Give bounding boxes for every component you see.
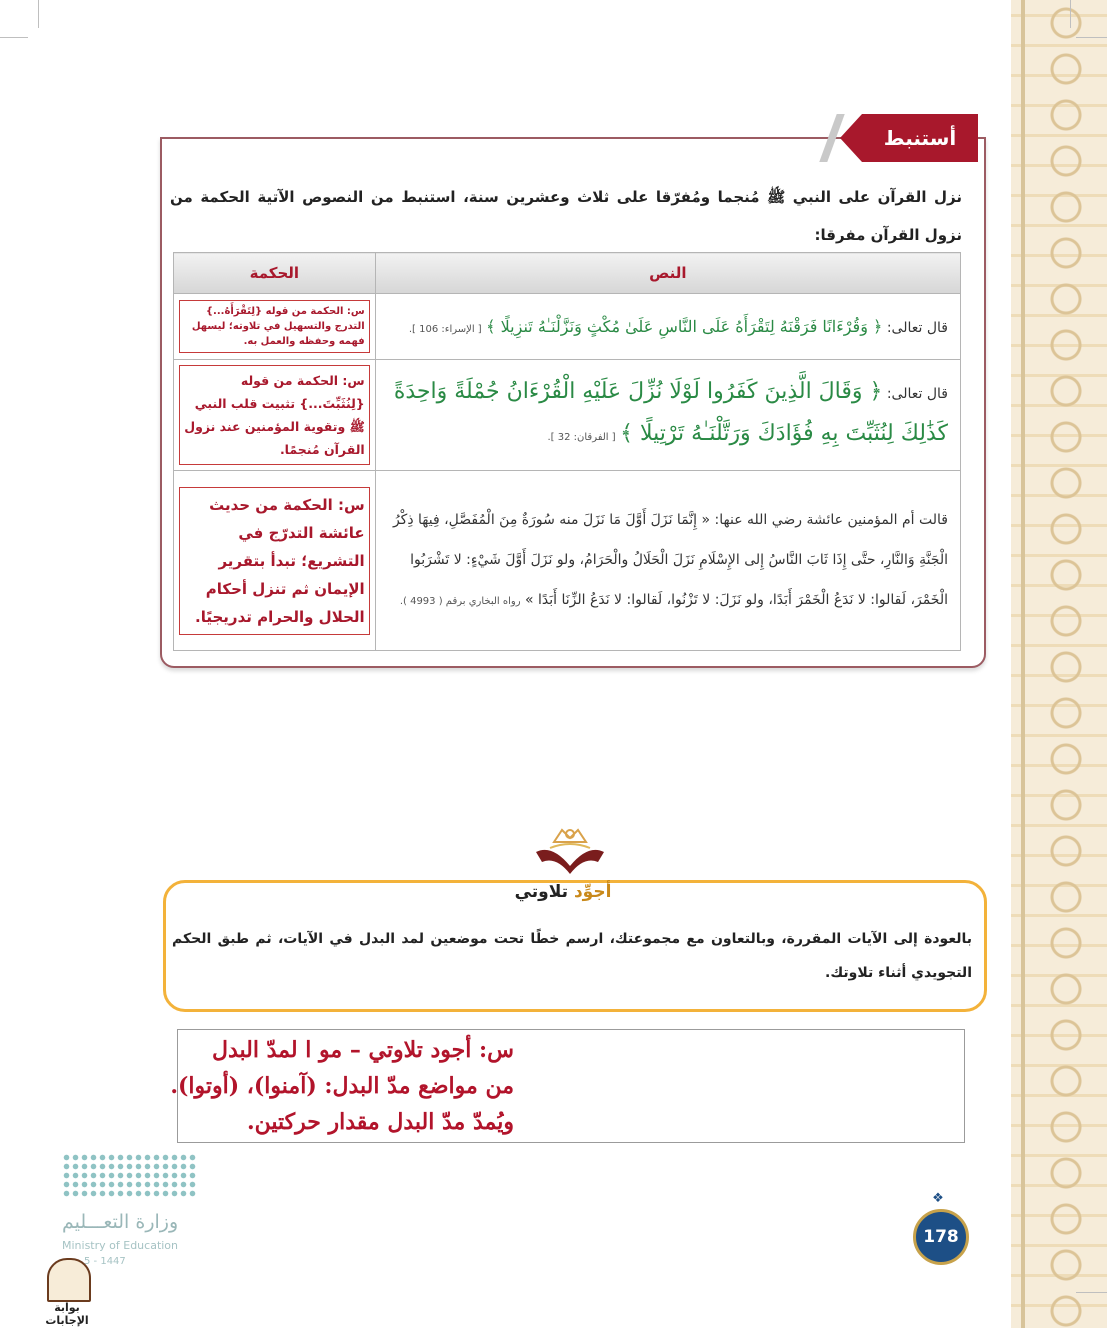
handwritten-answer: س: الحكمة من قوله {لِنُثَبِّتَ...} تثبيت قلب النبي ﷺ وتقوية المؤمنين عند نزول القرآن مُنجمًا. bbox=[179, 365, 370, 465]
tajweed-title bbox=[488, 882, 638, 902]
table-row bbox=[174, 471, 961, 651]
answer-line: من مواضع مدّ البدل: (آمنوا)، (أوتوا). bbox=[170, 1073, 514, 1099]
estinbat-tab-label: أستنبط bbox=[883, 126, 957, 150]
verse-ref: [ الفرقان: 32 ]. bbox=[547, 432, 616, 443]
crop-mark bbox=[0, 37, 28, 38]
table-cell-text bbox=[375, 471, 960, 651]
table-row bbox=[174, 294, 961, 360]
handwritten-answer bbox=[170, 1032, 514, 1140]
verse-lead: قال تعالى: bbox=[886, 386, 948, 402]
verse-lead: قال تعالى: bbox=[886, 320, 948, 336]
handwritten-answer: س: الحكمة من قوله {لِتَقْرَأَهُ...} التدرج والتسهيل في تلاوته؛ ليسهل فهمه وحفظه والعمل به. bbox=[179, 300, 370, 353]
crop-mark bbox=[1076, 1292, 1107, 1293]
ministry-name-en: Ministry of Education bbox=[62, 1239, 179, 1252]
hadith-ref: رواه البخاري برقم ( 4993 ). bbox=[399, 595, 521, 607]
ornament-pattern bbox=[1033, 0, 1099, 1328]
table-row bbox=[174, 360, 961, 471]
tajweed-title-prefix: أجوِّد bbox=[573, 882, 612, 902]
table-cell-text bbox=[375, 360, 960, 471]
estinbat-intro: نزل القرآن على النبي ﷺ مُنجما ومُفرّقا على ثلاث وعشرين سنة، استنبط من النصوص الآتية الحكمة من نزول القرآن مفرقا: bbox=[170, 188, 962, 244]
table-cell-wisdom bbox=[174, 360, 376, 471]
handwritten-answer: س: الحكمة من حديث عائشة التدرّج في التشريع؛ تبدأ بتقرير الإيمان ثم تنزل أحكام الحلال والحرام تدريجيًا. bbox=[179, 487, 370, 635]
col-header-wisdom: الحكمة bbox=[174, 253, 376, 294]
answer-line: س: أجود تلاوتي – مو ا لمدّ البدل bbox=[211, 1037, 514, 1063]
table-cell-text bbox=[375, 294, 960, 360]
crop-mark bbox=[1070, 0, 1071, 28]
tajweed-answer-panel bbox=[170, 1029, 965, 1143]
col-header-text: النص bbox=[375, 253, 960, 294]
ministry-name-ar: وزارة التعـــليم bbox=[62, 1211, 179, 1233]
ornament-rail bbox=[1021, 0, 1025, 1328]
quran-book-emblem-icon bbox=[532, 822, 608, 878]
hadith-text: قالت أم المؤمنين عائشة رضي الله عنها: « إِنَّمَا نَزَلَ أَوَّلَ مَا نَزَلَ منه سُورَةٌ مِنَ الْمُفَصَّلِ، فِيهَا ذِكْرُ الْجَنَّةِ وَالنَّارِ، حتَّى إِذَا ثَابَ النَّاسُ إِلى الإِسْلَامِ نَزَلَ الْحَلَالُ والْحَرَامُ، ولو نَزَلَ أَوَّلَ شَيْءٍ: لا تَشْرَبُوا الْخَمْرَ، لَقالوا: لا نَدَعُ الْخَمْرَ أَبَدًا، ولو نَزَلَ: لا تَزْنُوا، لَقالوا: لا نَدَعُ الزِّنَا أَبَدًا » bbox=[392, 511, 948, 608]
estinbat-tab bbox=[862, 114, 978, 162]
table-cell-wisdom bbox=[174, 471, 376, 651]
side-ornament-border bbox=[1011, 0, 1107, 1328]
ministry-dots-icon bbox=[62, 1153, 196, 1197]
tajweed-instructions: بالعودة إلى الآيات المقررة، وبالتعاون مع مجموعتك، ارسم خطًا تحت موضعين لمد البدل في الآيات، ثم طبق الحكم التجويدي أثناء تلاوتك. bbox=[172, 931, 972, 981]
answers-gate-logo bbox=[32, 1258, 102, 1327]
verse-text: ﴿ وَقَالَ الَّذِينَ كَفَرُوا لَوْلَا نُزِّلَ عَلَيْهِ الْقُرْءَانُ جُمْلَةً وَاحِدَةً كَذَٰلِكَ لِنُثَبِّتَ بِهِ فُؤَادَكَ وَرَتَّلْنَـٰهُ تَرْتِيلًا ﴾ bbox=[393, 379, 948, 446]
ministry-year: 5 - 1447 bbox=[84, 1256, 126, 1267]
gate-arch-icon bbox=[47, 1258, 91, 1302]
table-cell-wisdom bbox=[174, 294, 376, 360]
tajweed-title-rest: تلاوتي bbox=[514, 882, 569, 902]
verse-ref: [ الإسراء: 106 ]. bbox=[408, 324, 482, 335]
page-number-badge bbox=[913, 1209, 969, 1265]
crop-mark bbox=[38, 0, 39, 28]
lantern-icon: ❖ bbox=[932, 1191, 944, 1206]
answer-line: ويُمدّ مدّ البدل مقدار حركتين. bbox=[246, 1109, 514, 1135]
wisdom-table bbox=[173, 252, 961, 651]
verse-text: ﴿ وَقُرْءَانًا فَرَقْنَهُ لِتَقْرَأَهُ عَلَى النَّاسِ عَلَىٰ مُكْثٍ وَنَزَّلْنَـٰهُ تَنزِيلًا ﴾ bbox=[486, 317, 883, 336]
table-header-row bbox=[174, 253, 961, 294]
gate-label: بوابة الإجابات bbox=[45, 1301, 89, 1327]
crop-mark bbox=[1076, 37, 1107, 38]
page-number: 178 bbox=[923, 1227, 959, 1247]
